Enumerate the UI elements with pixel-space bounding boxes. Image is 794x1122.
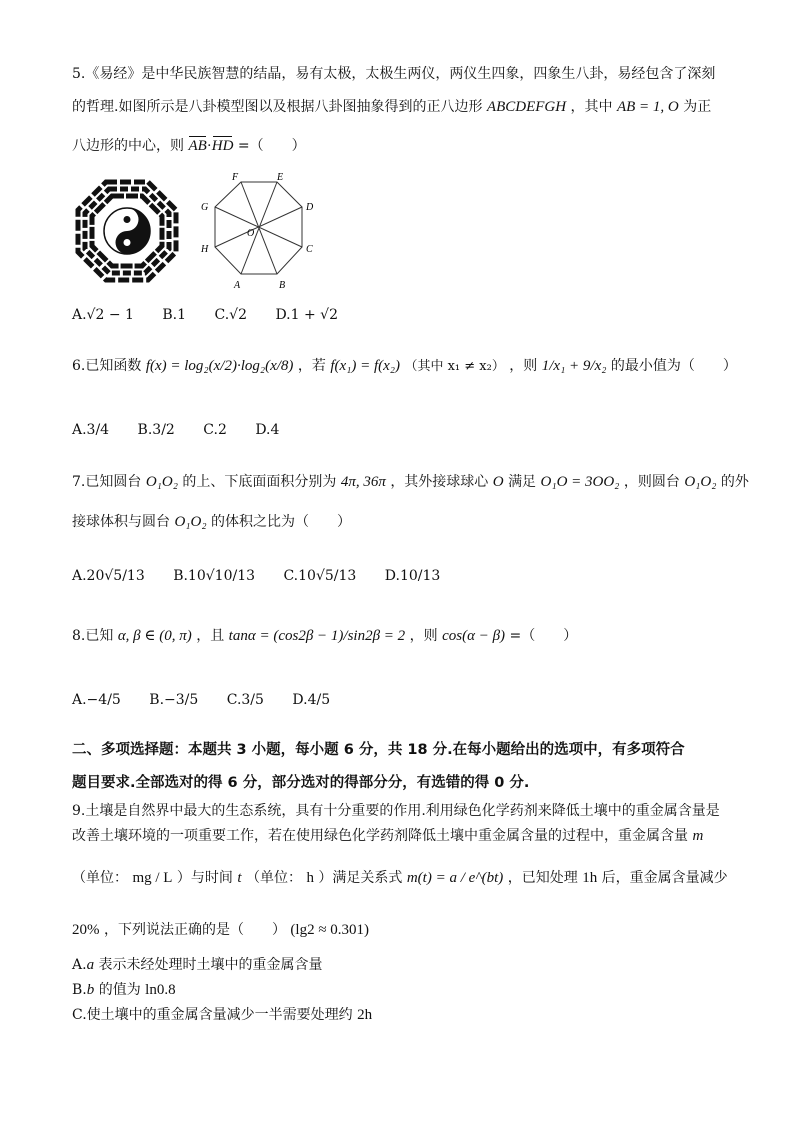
q9-option-a: A.a 表示未经处理时土壤中的重金属含量 <box>72 957 323 973</box>
q5-line1: 5.《易经》是中华民族智慧的结晶，易有太极，太极生两仪，两仪生四象，四象生八卦，易经包含了深刻 <box>72 66 716 82</box>
answer-blank: =（ ） <box>237 138 306 154</box>
q5-options <box>72 305 362 325</box>
q7-option-c: C.10√5/13 <box>283 568 357 584</box>
q6-option-a: A.3/4 <box>72 422 110 438</box>
q7-option-d: D.10/13 <box>384 568 441 584</box>
q9-lg-hint: (lg2 ≈ 0.301) <box>290 922 370 938</box>
q8-option-a: A.−4/5 <box>72 692 121 708</box>
label-B: B <box>279 280 286 291</box>
q9-formula: m(t) = a / e^(bt) <box>406 870 504 886</box>
label-A: A <box>234 280 241 291</box>
vector-hd: HD <box>211 138 234 154</box>
bagua-figure <box>72 176 182 288</box>
label-G: G <box>201 202 209 213</box>
q8-option-b: B.−3/5 <box>149 692 199 708</box>
q9-option-b: B.b 的值为 ln0.8 <box>72 982 176 998</box>
q8-stem: 8.已知 α, β ∈ (0, π) ，且 tanα = (cos2β − 1)/sin2β = 2 ，则 cos(α − β) =（ ） <box>72 628 578 644</box>
label-E: E <box>277 172 284 183</box>
q6-option-b: B.3/2 <box>137 422 175 438</box>
q7-option-a: A.20√5/13 <box>72 568 145 584</box>
q6-stem: 6.已知函数 f(x) = log₂(x/2)·log₂(x/8) ，若 f(x₁) = f(x₂) （其中 x₁ ≠ x₂） ，则 1/x₁ + 9/x₂ 的最小值为（ ） <box>72 358 737 374</box>
yin-yang-symbol <box>104 208 150 254</box>
q7-line1: 7.已知圆台 O₁O₂ 的上、下底面面积分别为 4π, 36π ，其外接球球心 O 满足 O₁O = 3OO₂ ，则圆台 O₁O₂ 的外 <box>72 474 749 490</box>
q5-condition: AB = 1, O <box>616 99 679 115</box>
q8-condition-2: tanα = (cos2β − 1)/sin2β = 2 <box>228 628 406 644</box>
label-C: C <box>306 244 313 255</box>
q7-option-b: B.10√10/13 <box>173 568 256 584</box>
q6-options <box>72 420 303 440</box>
section2-heading-line2: 题目要求.全部选对的得 6 分，部分选对的得部分分，有选错的得 0 分. <box>72 775 530 791</box>
label-D: D <box>306 202 314 213</box>
q5-line2: 的哲理.如图所示是八卦模型图以及根据八卦图抽象得到的正八边形 ABCDEFGH ，其中 AB = 1, O 为正 <box>72 99 712 115</box>
q5-line3: 八边形的中心，则 AB·HD =（ ） <box>72 138 306 154</box>
q5-option-d: D.1 + √2 <box>275 307 338 323</box>
q7-line2: 接球体积与圆台 O₁O₂ 的体积之比为（ ） <box>72 514 352 530</box>
octagon-figure <box>196 170 326 292</box>
q8-option-d: D.4/5 <box>292 692 331 708</box>
octagon-name: ABCDEFGH <box>486 99 567 115</box>
q9-line2: 改善土壤环境的一项重要工作，若在使用绿色化学药剂降低土壤中重金属含量的过程中，重金属含量 m <box>72 828 704 844</box>
q5-option-c: C.√2 <box>214 307 247 323</box>
section2-heading-line1: 二、多项选择题：本题共 3 小题，每小题 6 分，共 18 分.在每小题给出的选项中，有多项符合 <box>72 742 685 758</box>
q8-condition-1: α, β ∈ (0, π) <box>117 628 192 644</box>
q7-options <box>72 566 464 586</box>
q9-line4: 20% ，下列说法正确的是（ ） (lg2 ≈ 0.301) <box>72 922 370 938</box>
q6-option-d: D.4 <box>255 422 280 438</box>
q8-options <box>72 690 354 710</box>
vector-ab: AB <box>188 138 207 154</box>
q7-vector-equation: O₁O = 3OO₂ <box>540 474 620 490</box>
q6-option-c: C.2 <box>203 422 227 438</box>
label-O: O <box>247 228 255 239</box>
q9-line3: （单位： mg / L ）与时间 t （单位： h ）满足关系式 m(t) = a / e^(bt) ，已知处理 1h 后，重金属含量减少 <box>72 870 728 886</box>
q6-expression: 1/x₁ + 9/x₂ <box>541 358 607 374</box>
q5-option-b: B.1 <box>162 307 187 323</box>
q9-option-c: C.使土壤中的重金属含量减少一半需要处理约 2h <box>72 1007 373 1023</box>
q7-areas: 4π, 36π <box>340 474 386 490</box>
q6-function: f(x) = log₂(x/2)·log₂(x/8) <box>145 358 294 374</box>
q9-line1: 9.土壤是自然界中最大的生态系统，具有十分重要的作用.利用绿色化学药剂来降低土壤中的重金属含量是 <box>72 803 720 819</box>
q6-condition: f(x₁) = f(x₂) <box>330 358 400 374</box>
q8-ask: cos(α − β) <box>442 628 506 644</box>
q8-option-c: C.3/5 <box>226 692 264 708</box>
label-H: H <box>201 244 209 255</box>
q5-option-a: A.√2 − 1 <box>72 307 134 323</box>
label-F: F <box>232 172 239 183</box>
